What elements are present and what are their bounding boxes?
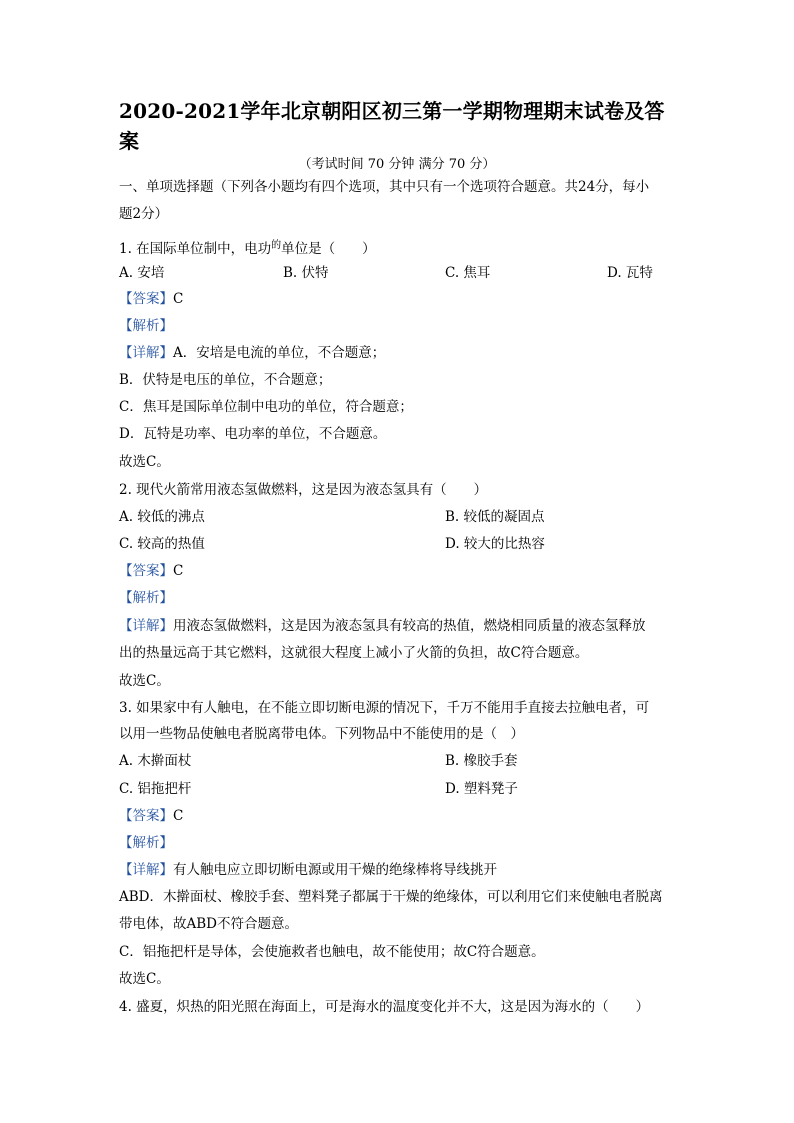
q3-detail-text1: 有人触电应立即切断电源或用干燥的绝缘棒将导线挑开 (173, 862, 497, 878)
q1-answer-value: C (173, 291, 184, 307)
q3-answer (119, 806, 183, 826)
q3-answer-value: C (173, 808, 184, 824)
q3-detail-line2: ABD．木擀面杖、橡胶手套、塑料凳子都属于干燥的绝缘体，可以利用它们来使触电者脱离 (119, 889, 663, 905)
q2-option-d: D. 较大的比热容 (445, 536, 545, 552)
q1-answer-tag: 【答案】 (119, 291, 173, 307)
q1-stem-part2: 单位是（ ） (281, 241, 376, 257)
q1-answer (119, 289, 183, 309)
q1-detail-tag: 【详解】 (119, 345, 173, 361)
section-heading-line1: 一、单项选择题（下列各小题均有四个选项，其中只有一个选项符合题意。共24分，每小 (119, 179, 650, 195)
q1-detail-line1 (119, 343, 385, 363)
q2-detail-tag: 【详解】 (119, 618, 173, 634)
q3-option-c: C. 铝拖把杆 (119, 781, 192, 797)
q2-detail-line2: 出的热量远高于其它燃料，这就很大程度上减小了火箭的负担，故C符合题意。 (119, 645, 589, 661)
q2-answer-tag: 【答案】 (119, 563, 173, 579)
q3-stem-line1: 3. 如果家中有人触电，在不能立即切断电源的情况下，千万不能用手直接去拉触电者，可 (119, 700, 650, 716)
q1-conclusion: 故选C。 (119, 454, 170, 470)
q2-analysis-tag: 【解析】 (119, 590, 173, 606)
q2-detail-text1: 用液态氢做燃料，这是因为液态氢具有较高的热值，燃烧相同质量的液态氢释放 (173, 618, 646, 634)
q3-detail-line4: C．铝拖把杆是导体，会使施救者也触电，故不能使用；故C符合题意。 (119, 944, 545, 960)
q1-stem-sup: 的 (271, 240, 282, 251)
section-heading-line2: 题2分） (119, 206, 169, 222)
q3-answer-tag: 【答案】 (119, 808, 173, 824)
q3-option-a: A. 木擀面杖 (119, 753, 192, 769)
page-title: 2020-2021学年北京朝阳区初三第一学期物理期末试卷及答案 (119, 99, 665, 153)
q3-analysis-tag: 【解析】 (119, 835, 173, 851)
q2-detail-line1 (119, 616, 646, 636)
q1-stem-part1: 1. 在国际单位制中，电功 (119, 241, 272, 257)
q3-conclusion: 故选C。 (119, 971, 170, 987)
q2-option-c: C. 较高的热值 (119, 536, 205, 552)
q1-detail-line3: C．焦耳是国际单位制中电功的单位，符合题意； (119, 399, 413, 415)
q1-stem (119, 236, 376, 259)
q4-stem: 4. 盛夏，炽热的阳光照在海面上，可是海水的温度变化并不大，这是因为海水的（ ） (119, 999, 650, 1015)
q1-option-a: A. 安培 (119, 265, 165, 281)
q2-answer-value: C (173, 563, 184, 579)
q3-detail-line1 (119, 860, 497, 880)
q2-answer (119, 561, 183, 581)
q1-option-c: C. 焦耳 (445, 265, 491, 281)
q3-option-b: B. 橡胶手套 (445, 753, 518, 769)
q2-stem: 2. 现代火箭常用液态氢做燃料，这是因为液态氢具有（ ） (119, 482, 488, 498)
q1-detail-text1: A．安培是电流的单位，不合题意； (173, 345, 386, 361)
q3-option-d: D. 塑料凳子 (445, 781, 518, 797)
exam-info: （考试时间 70 分钟 满分 70 分） (298, 157, 496, 172)
q1-analysis-tag: 【解析】 (119, 318, 173, 334)
q1-option-b: B. 伏特 (283, 265, 329, 281)
q1-detail-line4: D．瓦特是功率、电功率的单位，不合题意。 (119, 426, 387, 442)
q2-conclusion: 故选C。 (119, 673, 170, 689)
q3-detail-tag: 【详解】 (119, 862, 173, 878)
q3-detail-line3: 带电体，故ABD不符合题意。 (119, 916, 298, 932)
q2-option-b: B. 较低的凝固点 (445, 509, 545, 525)
q2-option-a: A. 较低的沸点 (119, 509, 205, 525)
q3-stem-line2: 以用一些物品使触电者脱离带电体。下列物品中不能使用的是（ ） (119, 726, 524, 742)
q1-detail-line2: B．伏特是电压的单位，不合题意； (119, 372, 332, 388)
q1-option-d: D. 瓦特 (607, 265, 653, 281)
